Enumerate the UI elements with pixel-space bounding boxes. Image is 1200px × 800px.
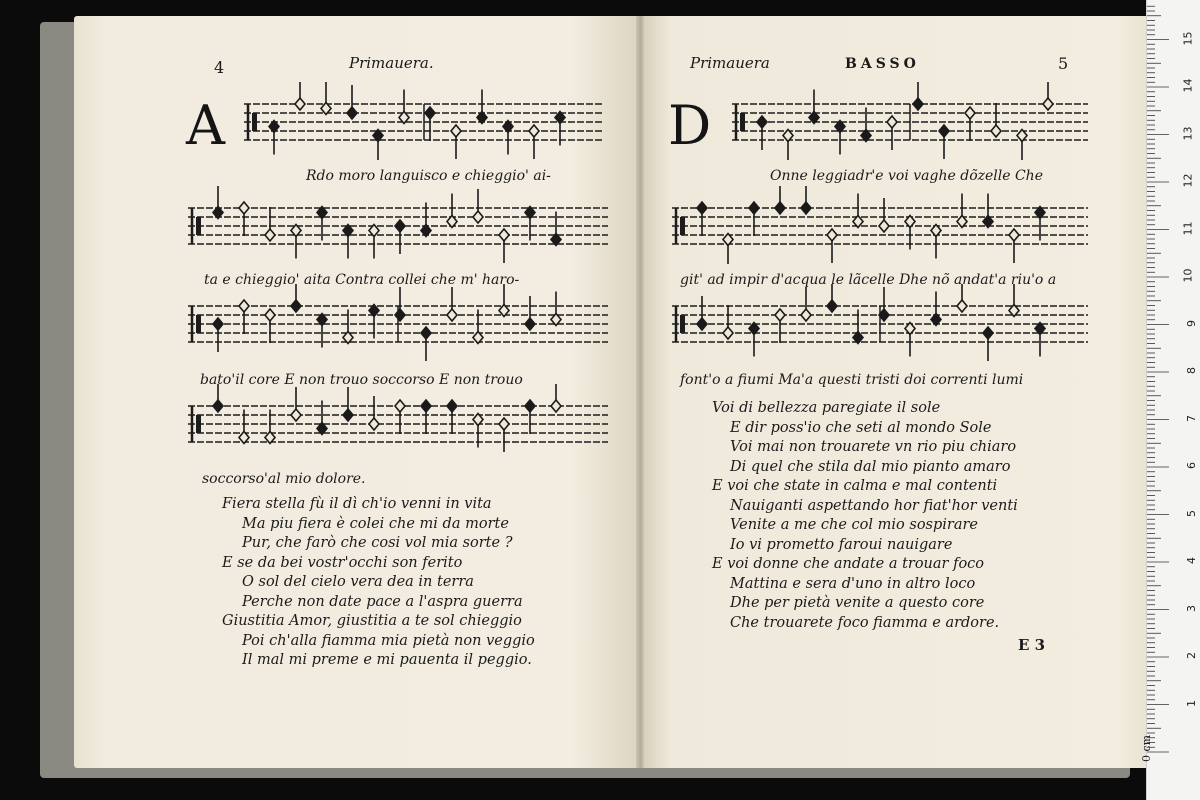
right-poem	[712, 400, 1018, 634]
poem-line: Voi mai non trouarete vn rio piu chiaro	[730, 439, 1017, 455]
left-lyric-3: bato'il core E non trouo soccorso E non trouo	[200, 372, 523, 388]
poem-line: E se da bei vostr'occhi son ferito	[222, 554, 463, 571]
poem-line: Di quel che stila dal mio pianto amaro	[730, 458, 1011, 475]
poem-line: Ma piu fiera è colei che mi da morte	[242, 515, 509, 532]
ruler-number: 2	[1185, 652, 1198, 659]
staff-1	[244, 82, 604, 160]
ruler-number: 3	[1185, 604, 1198, 612]
signature-mark: E 3	[1018, 636, 1046, 654]
ruler-number: 10	[1181, 268, 1195, 283]
poem-line: Giustitia Amor, giustitia a te sol chieggio	[222, 613, 522, 629]
left-initial-letter: A	[186, 94, 225, 157]
left-lyric-2: ta e chieggio' aita Contra collei che m' haro-	[204, 272, 520, 288]
poem-line: Perche non date pace a l'aspra guerra	[242, 593, 523, 610]
staff-3	[188, 284, 608, 362]
poem-line: Dhe per pietà venite a questo core	[730, 595, 985, 611]
open-book	[40, 16, 1130, 778]
poem-line: Poi ch'alla fiamma mia pietà non veggio	[242, 632, 535, 649]
ruler-ticks	[1147, 0, 1200, 800]
left-lyric-1: Rdo moro languisco e chieggio' ai-	[306, 168, 551, 184]
poem-line: Nauiganti aspettando hor fiat'hor venti	[730, 497, 1018, 514]
poem-line: Venite a me che col mio sospirare	[730, 517, 979, 533]
left-running-title: Primauera.	[349, 54, 434, 72]
left-lyric-4: soccorso'al mio dolore.	[202, 471, 366, 487]
ruler-number: 14	[1181, 78, 1195, 93]
poem-line: E voi che state in calma e mal contenti	[712, 478, 998, 494]
ruler-number: 4	[1185, 557, 1198, 564]
poem-line: E dir poss'io che seti al mondo Sole	[730, 419, 992, 436]
book-gutter	[636, 16, 644, 768]
right-running-title: Primauera	[690, 54, 770, 72]
right-lyric-3: font'o a fiumi Ma'a questi tristi doi correnti lumi	[680, 372, 1024, 388]
poem-line: Mattina e sera d'uno in altro loco	[730, 575, 976, 592]
ruler-number: 5	[1185, 509, 1198, 517]
poem-line: Voi di bellezza paregiate il sole	[712, 400, 941, 416]
staff-7	[672, 284, 1088, 362]
poem-line: Che trouarete foco fiamma e ardore.	[730, 614, 1000, 631]
ruler-number: 13	[1181, 126, 1195, 140]
ruler-number: 9	[1185, 319, 1198, 327]
poem-line: Fiera stella fù il dì ch'io venni in vita	[222, 496, 492, 512]
staff-6	[672, 186, 1088, 264]
poem-line: Pur, che farò che cosi vol mia sorte ?	[242, 535, 513, 551]
ruler-number: 15	[1181, 31, 1195, 45]
right-page	[640, 16, 1158, 768]
staff-5	[732, 82, 1088, 160]
ruler-number: 6	[1185, 462, 1198, 469]
ruler-unit-label: 0 cm	[1140, 734, 1153, 762]
ruler-number: 12	[1181, 173, 1195, 188]
poem-line: Io vi prometto faroui nauigare	[730, 536, 953, 553]
left-poem	[222, 496, 535, 672]
right-lyric-1: Onne leggiadr'e voi vaghe dõzelle Che	[770, 168, 1043, 184]
left-page	[74, 16, 640, 768]
poem-line: Il mal mi preme e mi pauenta il peggio.	[242, 652, 532, 668]
right-lyric-2: git' ad impir d'acqua le lãcelle Dhe nõ andat'a riu'o a	[680, 272, 1057, 288]
staff-4	[188, 384, 608, 462]
right-initial-letter: D	[668, 94, 712, 157]
right-page-number: 5	[1058, 54, 1069, 73]
staff-2	[188, 186, 608, 264]
ruler-number: 8	[1185, 367, 1198, 374]
ruler-number: 7	[1185, 414, 1198, 422]
left-page-number: 4	[214, 58, 225, 77]
measuring-ruler	[1140, 0, 1200, 800]
poem-line: O sol del cielo vera dea in terra	[242, 574, 474, 590]
ruler-number: 11	[1181, 221, 1195, 235]
voice-label: BASSO	[845, 56, 920, 72]
poem-line: E voi donne che andate a trouar foco	[712, 556, 985, 572]
ruler-number: 1	[1185, 699, 1198, 707]
